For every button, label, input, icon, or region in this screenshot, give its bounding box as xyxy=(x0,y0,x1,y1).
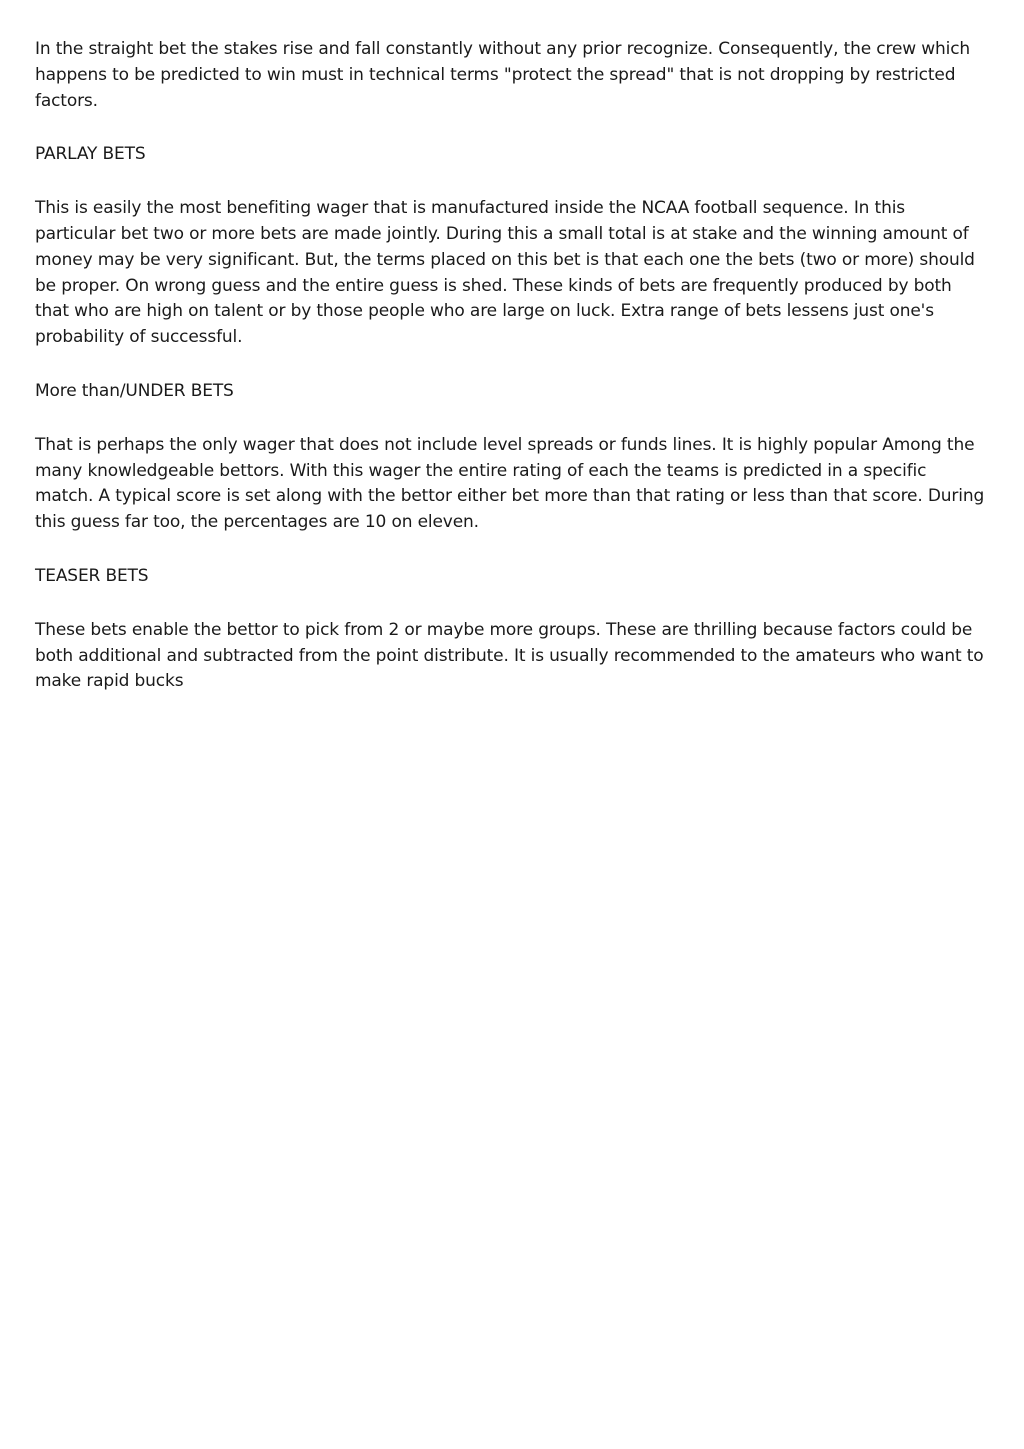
heading-teaser-bets: TEASER BETS xyxy=(35,565,149,586)
paragraph-parlay-bets: This is easily the most benefiting wager that is manufactured inside the NCAA football sequence. In this particular bet two or more bets are made jointly. During this a small total is at stake and the winning amount of money may be very significant. But, the terms placed on this bet is that each one the bets (two or more) should be proper. On wrong guess and the entire guess is shed. These kinds of bets are frequently produced by both that who are high on talent or by those people who are large on luck. Extra range of bets lessens just one's probability of successful. xyxy=(35,198,975,348)
paragraph-teaser-bets: These bets enable the bettor to pick from 2 or maybe more groups. These are thrilling because factors could be both additional and subtracted from the point distribute. It is usually recommended to the amateurs who want to make rapid bucks xyxy=(35,619,984,692)
heading-parlay-bets: PARLAY BETS xyxy=(35,144,146,165)
paragraph-straight-bet: In the straight bet the stakes rise and fall constantly without any prior recognize. Consequently, the crew which happens to be predicted to win must in technical terms "protect the spread" that is not dropping by restricted factors. xyxy=(35,39,971,111)
paragraph-over-under-bets: That is perhaps the only wager that does not include level spreads or funds lines. It is highly popular Among the many knowledgeable bettors. With this wager the entire rating of each the teams is predicted in a specific match. A typical score is set along with the bettor either bet more than that rating or less than that score. During this guess far too, the percentages are 10 on eleven. xyxy=(35,434,985,533)
document-body xyxy=(35,37,987,723)
heading-over-under-bets: More than/UNDER BETS xyxy=(35,380,234,401)
